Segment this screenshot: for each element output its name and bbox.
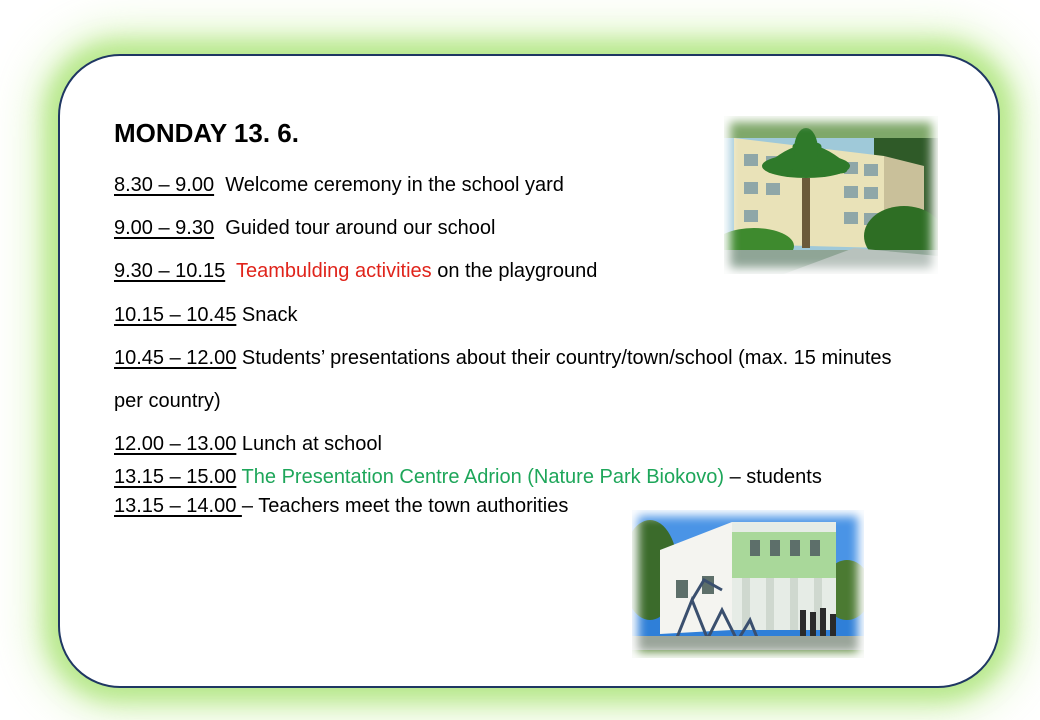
schedule-item — [114, 465, 822, 489]
school-building-photo — [724, 116, 938, 274]
schedule-time: 13.15 – 15.00 — [114, 466, 237, 488]
schedule-text — [225, 260, 236, 282]
schedule-time: 12.00 – 13.00 — [114, 433, 237, 455]
schedule-item — [114, 432, 382, 456]
day-heading: MONDAY 13. 6. — [114, 118, 299, 148]
schedule-text: – Teachers meet the town authorities — [241, 495, 569, 517]
schedule-text: Guided tour around our school — [214, 217, 496, 239]
schedule-item — [114, 346, 892, 370]
schedule-item — [114, 303, 298, 327]
schedule-item — [114, 494, 568, 518]
schedule-time: 9.30 – 10.15 — [114, 260, 226, 282]
schedule-item — [114, 173, 564, 197]
schedule-time: 13.15 – 14.00 — [114, 495, 242, 517]
schedule-text: Students’ presentations about their country/town/school (max. 15 minutes — [236, 347, 892, 369]
schedule-time: 9.00 – 9.30 — [114, 217, 215, 239]
schedule-item — [114, 259, 597, 283]
schedule-time: 10.45 – 12.00 — [114, 347, 237, 369]
schedule-highlight: Teambulding activities — [235, 260, 432, 282]
schedule-highlight: The Presentation Centre Adrion (Nature Park Biokovo) — [241, 466, 725, 488]
schedule-text: Snack — [236, 304, 298, 326]
schedule-text: Lunch at school — [236, 433, 382, 455]
schedule-text: Welcome ceremony in the school yard — [214, 174, 564, 196]
schedule-time: 10.15 – 10.45 — [114, 304, 237, 326]
schedule-item-continuation: per country) — [114, 390, 221, 412]
presentation-centre-photo — [632, 510, 864, 658]
schedule-time: 8.30 – 9.00 — [114, 174, 215, 196]
schedule-text-after: – students — [724, 466, 822, 488]
schedule-text-after: on the playground — [431, 260, 598, 282]
schedule-item — [114, 216, 495, 240]
